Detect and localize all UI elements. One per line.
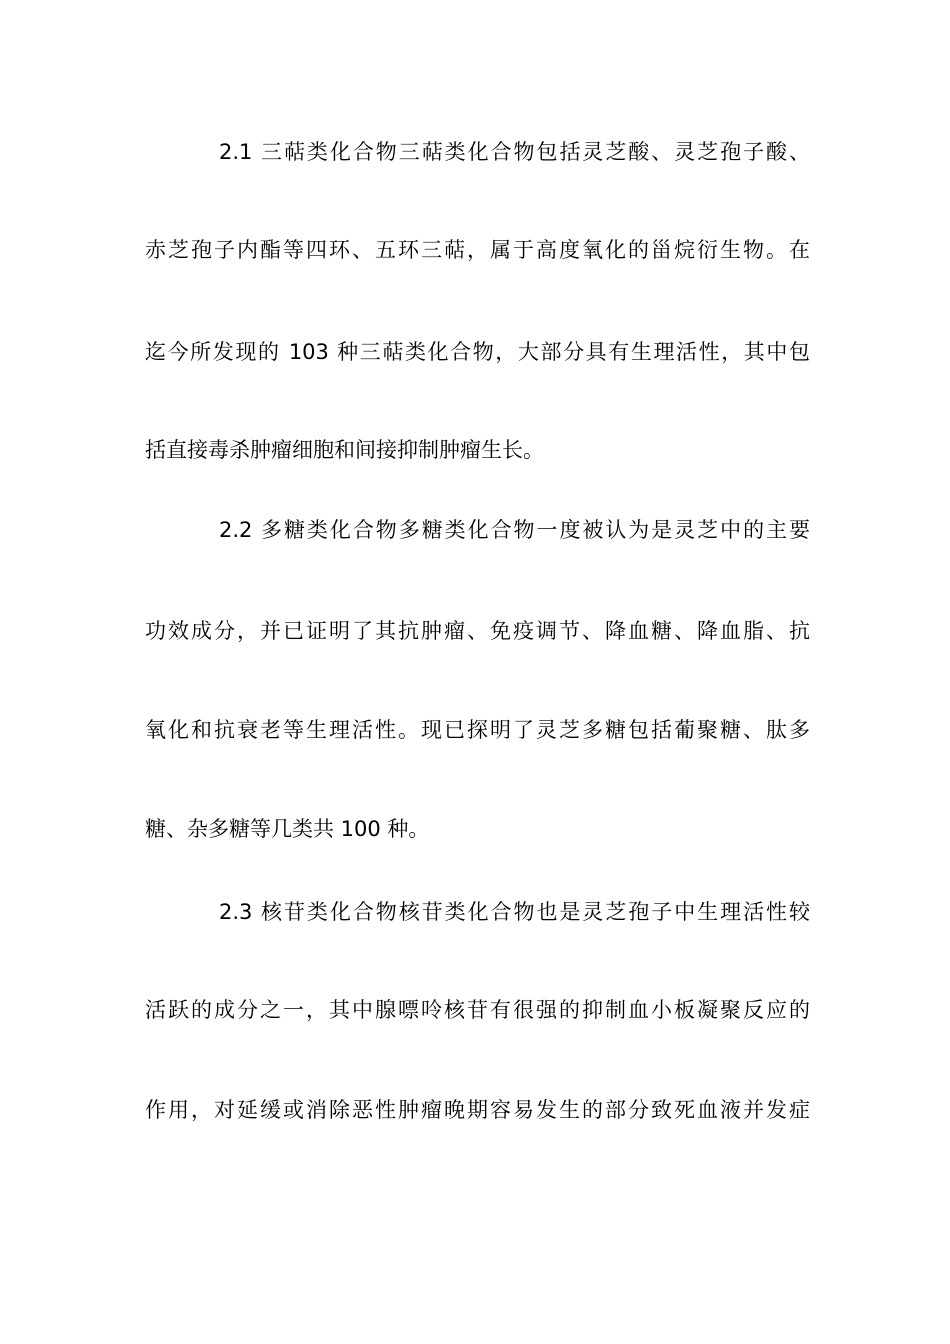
paragraph-3-line-3: 作用，对延缓或消除恶性肿瘤晚期容易发生的部分致死血液并发症 (145, 1098, 810, 1122)
paragraph-2-line-3: 氧化和抗衰老等生理活性。现已探明了灵芝多糖包括葡聚糖、肽多 (145, 718, 810, 742)
paragraph-3-line-1: 2.3 核苷类化合物核苷类化合物也是灵芝孢子中生理活性较 (219, 900, 810, 924)
paragraph-2-line-1: 2.2 多糖类化合物多糖类化合物一度被认为是灵芝中的主要 (219, 518, 810, 542)
paragraph-2-line-2: 功效成分，并已证明了其抗肿瘤、免疫调节、降血糖、降血脂、抗 (145, 619, 810, 643)
paragraph-2-line-4: 糖、杂多糖等几类共 100 种。 (145, 817, 430, 841)
paragraph-1-line-1: 2.1 三萜类化合物三萜类化合物包括灵芝酸、灵芝孢子酸、 (219, 140, 810, 164)
paragraph-1-line-3: 迄今所发现的 103 种三萜类化合物，大部分具有生理活性，其中包 (145, 340, 810, 364)
paragraph-3-line-2: 活跃的成分之一，其中腺嘌呤核苷有很强的抑制血小板凝聚反应的 (145, 998, 810, 1022)
paragraph-1-line-2: 赤芝孢子内酯等四环、五环三萜，属于高度氧化的甾烷衍生物。在 (145, 238, 810, 262)
paragraph-1-line-4: 括直接毒杀肿瘤细胞和间接抑制肿瘤生长。 (145, 438, 544, 462)
